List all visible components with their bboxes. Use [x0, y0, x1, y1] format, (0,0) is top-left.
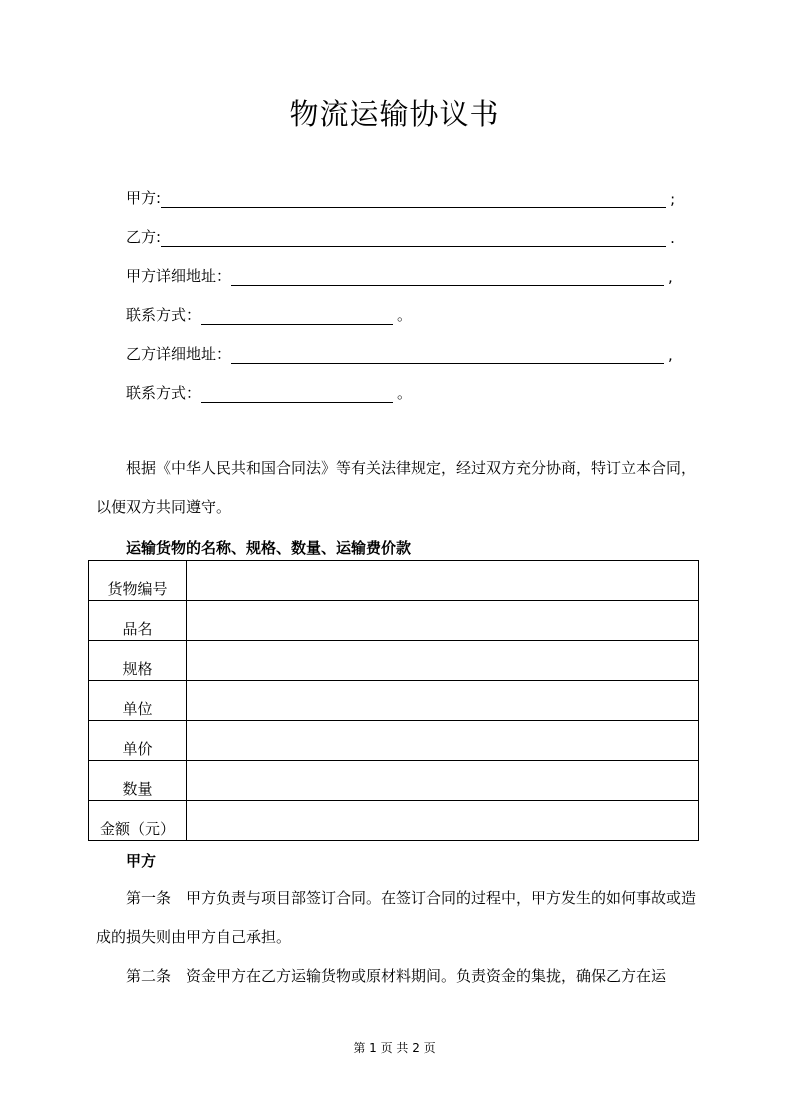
party-a-field [126, 184, 675, 208]
row-label: 单位 [89, 681, 187, 721]
party-b-address-field [126, 340, 673, 364]
table-row [89, 721, 699, 761]
clause-one: 第一条 甲方负责与项目部签订合同。在签订合同的过程中，甲方发生的如何事故或造成的损失则由甲方自己承担。 [96, 889, 697, 946]
party-a-address-field [126, 262, 673, 286]
table-row [89, 801, 699, 841]
row-value-cell[interactable] [187, 681, 699, 721]
row-label: 单价 [89, 721, 187, 761]
party-b-label: 乙方: [126, 228, 162, 246]
row-value-cell[interactable] [187, 721, 699, 761]
party-b-address-blank[interactable] [231, 347, 664, 364]
party-b-contact-label: 联系方式： [126, 384, 202, 402]
page-footer: 第 1 页 共 2 页 [353, 1041, 436, 1055]
party-b-contact-blank[interactable] [201, 386, 393, 403]
row-value-cell[interactable] [187, 601, 699, 641]
section-party-a: 甲方 [126, 852, 157, 870]
row-value-cell[interactable] [187, 641, 699, 681]
table-row [89, 641, 699, 681]
party-b-contact-end: 。 [397, 384, 413, 402]
party-b-end: . [670, 229, 675, 247]
party-b-contact-field [126, 379, 412, 403]
table-row [89, 761, 699, 801]
party-a-end: ; [670, 190, 676, 208]
row-label: 品名 [89, 601, 187, 641]
party-a-blank[interactable] [161, 191, 666, 208]
party-b-address-end: , [668, 346, 673, 364]
party-b-field [126, 223, 675, 247]
party-a-contact-end: 。 [397, 306, 413, 324]
row-value-cell[interactable] [187, 561, 699, 601]
row-label: 规格 [89, 641, 187, 681]
table-row [89, 561, 699, 601]
party-a-contact-field [126, 301, 412, 325]
clause-two: 第二条 资金甲方在乙方运输货物或原材料期间。负责资金的集拢，确保乙方在运 [126, 967, 667, 985]
table-row [89, 681, 699, 721]
row-label: 货物编号 [89, 561, 187, 601]
row-value-cell[interactable] [187, 761, 699, 801]
row-value-cell[interactable] [187, 801, 699, 841]
party-a-address-end: , [668, 268, 673, 286]
table-row [89, 601, 699, 641]
party-a-address-blank[interactable] [231, 269, 664, 286]
party-a-label: 甲方: [126, 189, 162, 207]
goods-table [88, 560, 699, 841]
party-a-address-label: 甲方详细地址： [126, 267, 232, 285]
intro-paragraph: 根据《中华人民共和国合同法》等有关法律规定，经过双方充分协商，特订立本合同，以便双方共同遵守。 [96, 459, 697, 516]
table-heading: 运输货物的名称、规格、数量、运输费价款 [126, 539, 412, 557]
party-b-address-label: 乙方详细地址： [126, 345, 232, 363]
document-title: 物流运输协议书 [289, 97, 500, 131]
party-a-contact-blank[interactable] [201, 308, 393, 325]
row-label: 数量 [89, 761, 187, 801]
party-a-contact-label: 联系方式： [126, 306, 202, 324]
party-b-blank[interactable] [161, 230, 666, 247]
row-label: 金额（元） [89, 801, 187, 841]
